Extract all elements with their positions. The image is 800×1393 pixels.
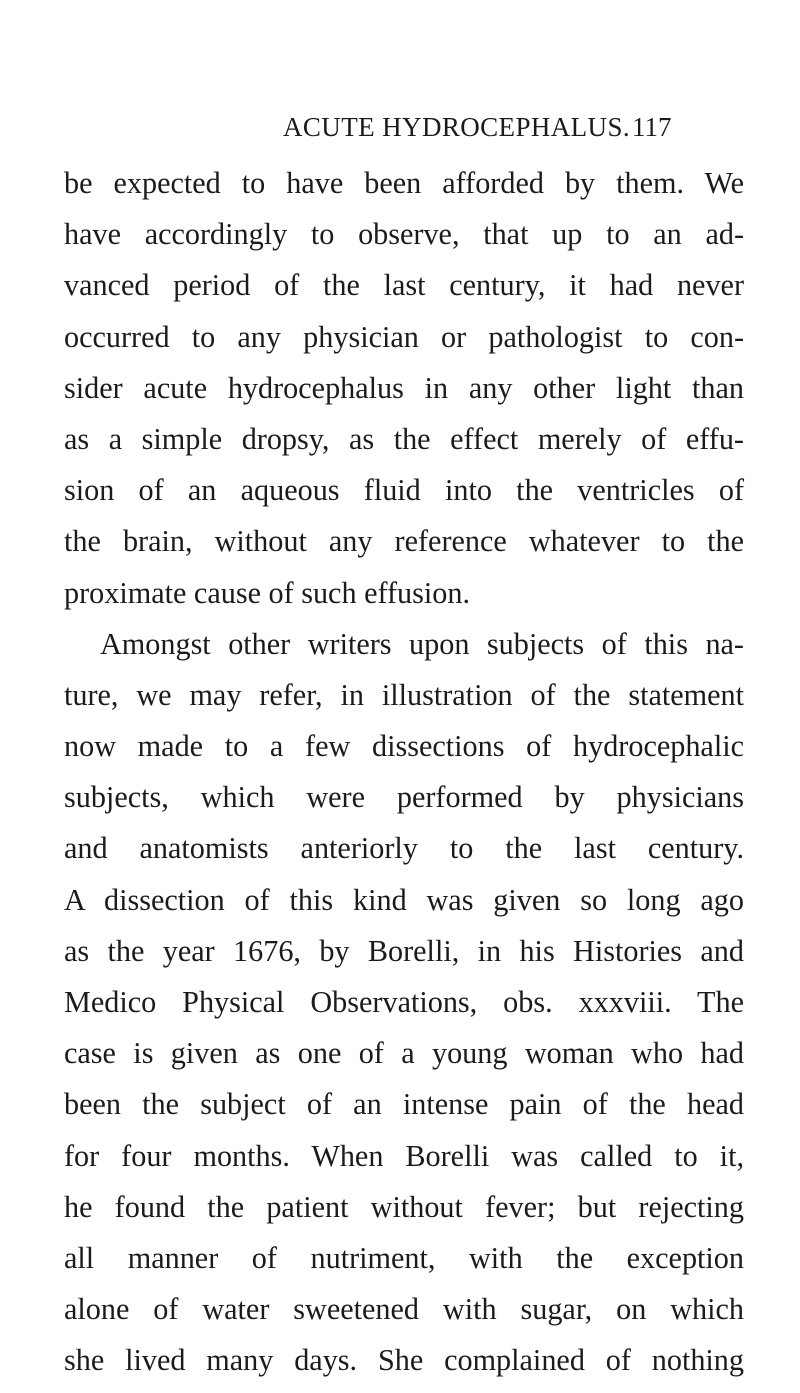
text-line: he found the patient without fever; but rejecting [64, 1189, 744, 1224]
text-line: as a simple dropsy, as the effect merely of effu- [64, 421, 744, 456]
text-line: the brain, without any reference whatever to the [64, 524, 744, 559]
text-line: subjects, which were performed by physicians [64, 780, 744, 815]
text-line: for four months. When Borelli was called to it, [64, 1138, 744, 1173]
text-line: alone of water sweetened with sugar, on which [64, 1292, 744, 1327]
text-line: occurred to any physician or pathologist to con- [64, 319, 744, 354]
text-line: sider acute hydrocephalus in any other light than [64, 370, 744, 405]
text-line: vanced period of the last century, it had never [64, 268, 744, 303]
page-number: 117 [632, 112, 672, 142]
text-line: Medico Physical Observations, obs. xxxviii. The [64, 985, 744, 1019]
text-line: she lived many days. She complained of nothing [64, 1343, 744, 1378]
body-text [64, 158, 744, 1387]
text-line: now made to a few dissections of hydrocephalic [64, 729, 744, 764]
text-line: ture, we may refer, in illustration of the statement [64, 677, 744, 712]
paragraph-first-line: Amongst other writers upon subjects of this na- [100, 626, 744, 661]
text-line: as the year 1676, by Borelli, in his Histories and [64, 933, 744, 968]
text-line: be expected to have been afforded by them. We [64, 166, 744, 200]
text-line: sion of an aqueous fluid into the ventricles of [64, 473, 744, 508]
text-line: proximate cause of such effusion. [64, 575, 471, 610]
running-head [0, 112, 800, 148]
text-line: all manner of nutriment, with the exception [64, 1240, 744, 1275]
running-title: ACUTE HYDROCEPHALUS. [283, 112, 631, 142]
text-line: and anatomists anteriorly to the last century. [64, 831, 744, 866]
text-line: have accordingly to observe, that up to an ad- [64, 217, 744, 252]
text-line: been the subject of an intense pain of the head [64, 1087, 744, 1122]
text-line: A dissection of this kind was given so long ago [64, 882, 744, 917]
text-line: case is given as one of a young woman who had [64, 1036, 744, 1071]
